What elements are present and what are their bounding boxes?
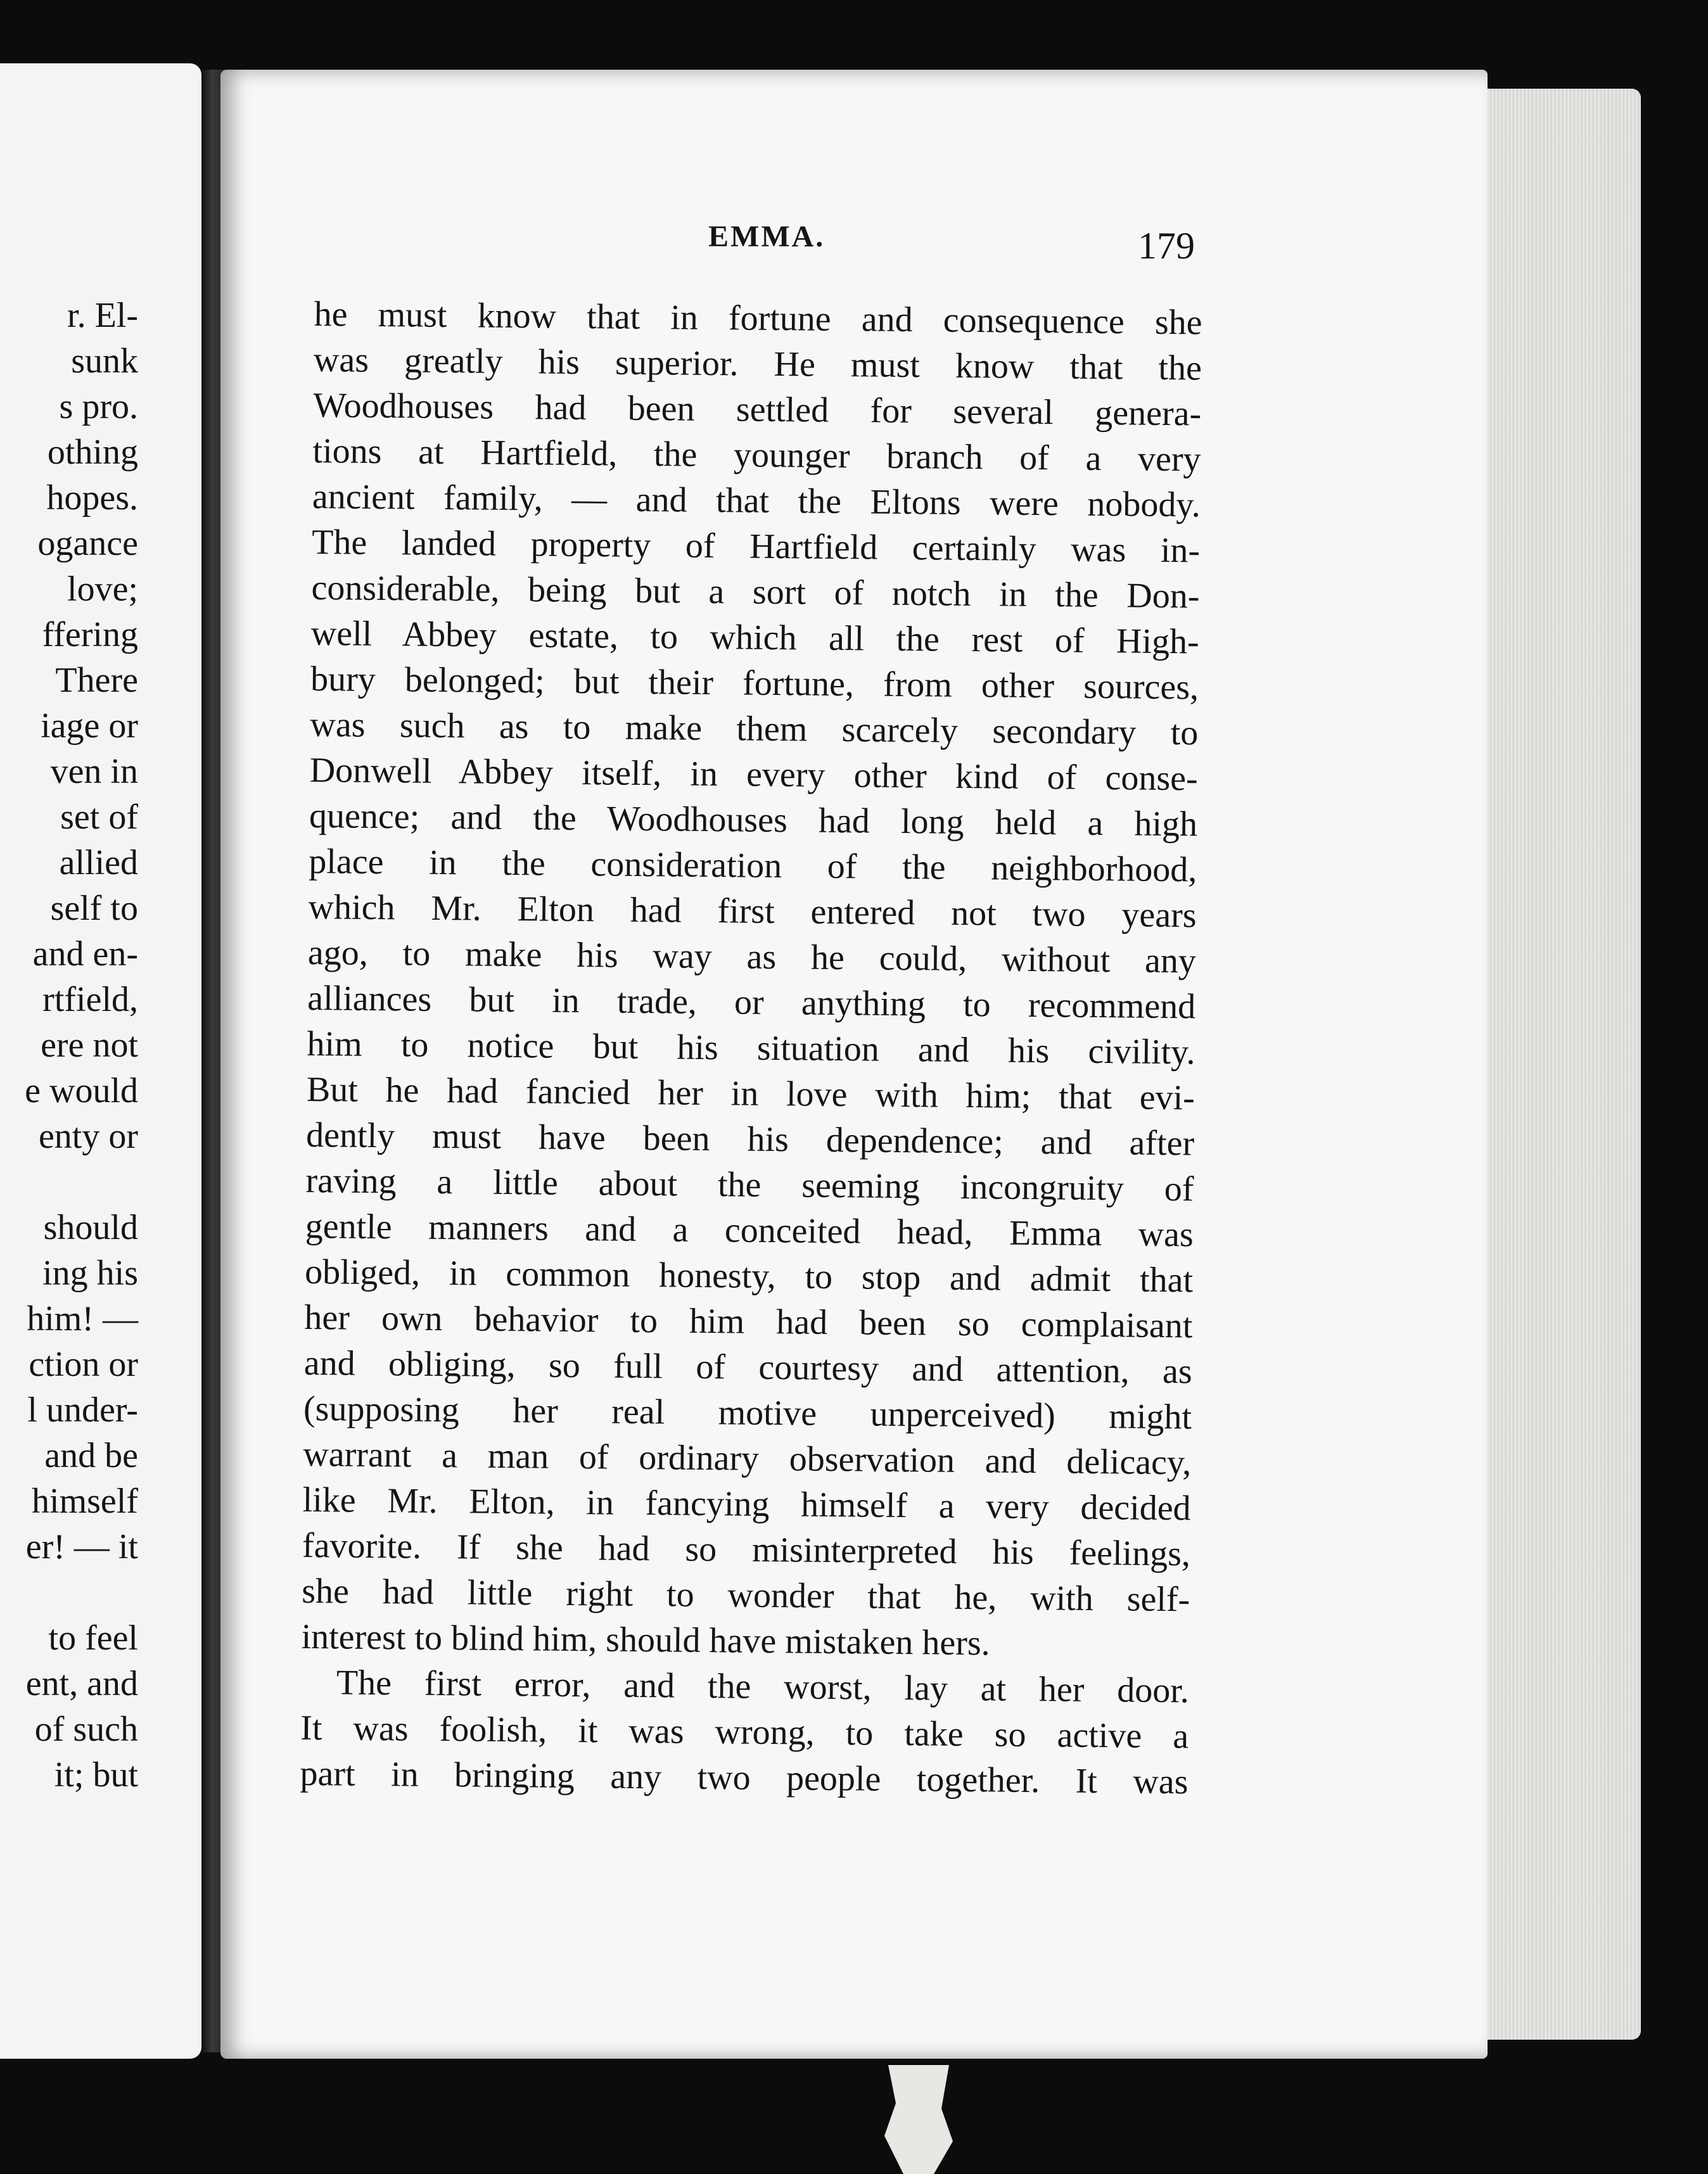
- facing-line: allied: [59, 843, 138, 882]
- facing-line: to feel: [48, 1618, 138, 1658]
- facing-line: s pro.: [59, 387, 138, 426]
- facing-line: ffering: [42, 615, 138, 654]
- facing-line: set of: [60, 798, 138, 837]
- text-line: alliances but in trade, or anything to recommend: [307, 978, 1196, 1027]
- facing-line: should: [43, 1208, 138, 1247]
- facing-line: and en-: [32, 934, 138, 974]
- text-line: he must know that in fortune and consequence she: [314, 294, 1202, 343]
- text-line: ago, to make his way as he could, without any: [307, 932, 1197, 981]
- text-line: her own behavior to him had been so complaisant: [304, 1297, 1193, 1346]
- page-edges: [1470, 89, 1641, 2040]
- facing-page-text: [25, 293, 138, 1798]
- text-line: tions at Hartfield, the younger branch of a very: [312, 431, 1201, 480]
- facing-page: [0, 63, 201, 2059]
- text-line: Donwell Abbey itself, in every other kind of conse-: [309, 750, 1198, 799]
- text-line: ancient family, — and that the Eltons were nobody.: [312, 476, 1201, 525]
- text-line: Woodhouses had been settled for several genera-: [312, 385, 1202, 434]
- facing-line: ere not: [41, 1026, 138, 1065]
- text-line: The first error, and the worst, lay at her door.: [336, 1663, 1190, 1711]
- facing-line: ent, and: [25, 1664, 138, 1703]
- facing-line: l under-: [27, 1390, 138, 1430]
- page-number: 179: [1138, 225, 1195, 267]
- text-line: The landed property of Hartfield certainly was in-: [311, 522, 1201, 571]
- text-line: which Mr. Elton had first entered not two years: [308, 887, 1197, 936]
- facing-line: e would: [25, 1071, 138, 1110]
- facing-line: ing his: [42, 1254, 138, 1293]
- text-line: favorite. If she had so misinterpreted his feelings,: [302, 1525, 1191, 1574]
- facing-line: it; but: [54, 1755, 138, 1795]
- text-line: quence; and the Woodhouses had long held a high: [309, 796, 1198, 844]
- text-line: bury belonged; but their fortune, from other sources,: [310, 659, 1199, 708]
- facing-line: self to: [50, 889, 138, 928]
- text-line: raving a little about the seeming incongruity of: [305, 1160, 1194, 1209]
- facing-line: [25, 1159, 138, 1205]
- facing-line: enty or: [38, 1117, 138, 1156]
- facing-line: hopes.: [46, 478, 138, 518]
- facing-line: iage or: [41, 706, 138, 746]
- text-line: him to notice but his situation and his civility.: [307, 1024, 1195, 1072]
- paper-tab: [881, 2065, 957, 2174]
- facing-line: ven in: [50, 752, 138, 791]
- text-line: But he had fancied her in love with him; that evi-: [306, 1069, 1195, 1118]
- library-stamp-watermark: [1444, 912, 1495, 1394]
- facing-line: sunk: [71, 341, 138, 381]
- text-line: warrant a man of ordinary observation and delicacy,: [303, 1434, 1192, 1483]
- text-line: was such as to make them scarcely secondary to: [310, 704, 1199, 753]
- facing-line: rtfield,: [42, 980, 138, 1019]
- body-text: [300, 291, 1202, 1805]
- text-line: considerable, being but a sort of notch in the Don-: [311, 568, 1200, 616]
- facing-line: ction or: [29, 1345, 138, 1384]
- text-line: like Mr. Elton, in fancying himself a very decided: [302, 1480, 1191, 1529]
- facing-line: er! — it: [25, 1527, 138, 1567]
- text-line: place in the consideration of the neighborhood,: [309, 841, 1197, 890]
- facing-line: love;: [67, 569, 138, 609]
- text-line: and obliging, so full of courtesy and attention, as: [303, 1343, 1192, 1392]
- text-line: well Abbey estate, to which all the rest of High-: [310, 613, 1200, 662]
- text-line: (supposing her real motive unperceived) might: [303, 1389, 1192, 1437]
- facing-line: othing: [47, 433, 138, 472]
- facing-line: ogance: [37, 524, 138, 563]
- text-line: interest to blind him, should have mistaken hers.: [301, 1617, 991, 1663]
- text-line: part in bringing any two people together. It was: [300, 1753, 1189, 1802]
- facing-line: him! —: [27, 1299, 138, 1338]
- text-line: gentle manners and a conceited head, Emma was: [305, 1206, 1194, 1255]
- facing-line: [25, 1570, 138, 1615]
- text-line: dently must have been his dependence; and after: [305, 1115, 1195, 1164]
- text-line: obliged, in common honesty, to stop and admit that: [304, 1252, 1194, 1300]
- facing-line: There: [55, 661, 138, 700]
- facing-line: r. El-: [67, 296, 138, 335]
- facing-line: of such: [34, 1710, 138, 1749]
- facing-line: and be: [44, 1436, 138, 1475]
- text-line: she had little right to wonder that he, with self-: [302, 1571, 1190, 1620]
- text-line: It was foolish, it was wrong, to take so active a: [300, 1708, 1189, 1757]
- facing-line: himself: [32, 1482, 138, 1521]
- text-line: was greatly his superior. He must know that the: [313, 340, 1202, 388]
- running-head: EMMA.: [708, 220, 825, 253]
